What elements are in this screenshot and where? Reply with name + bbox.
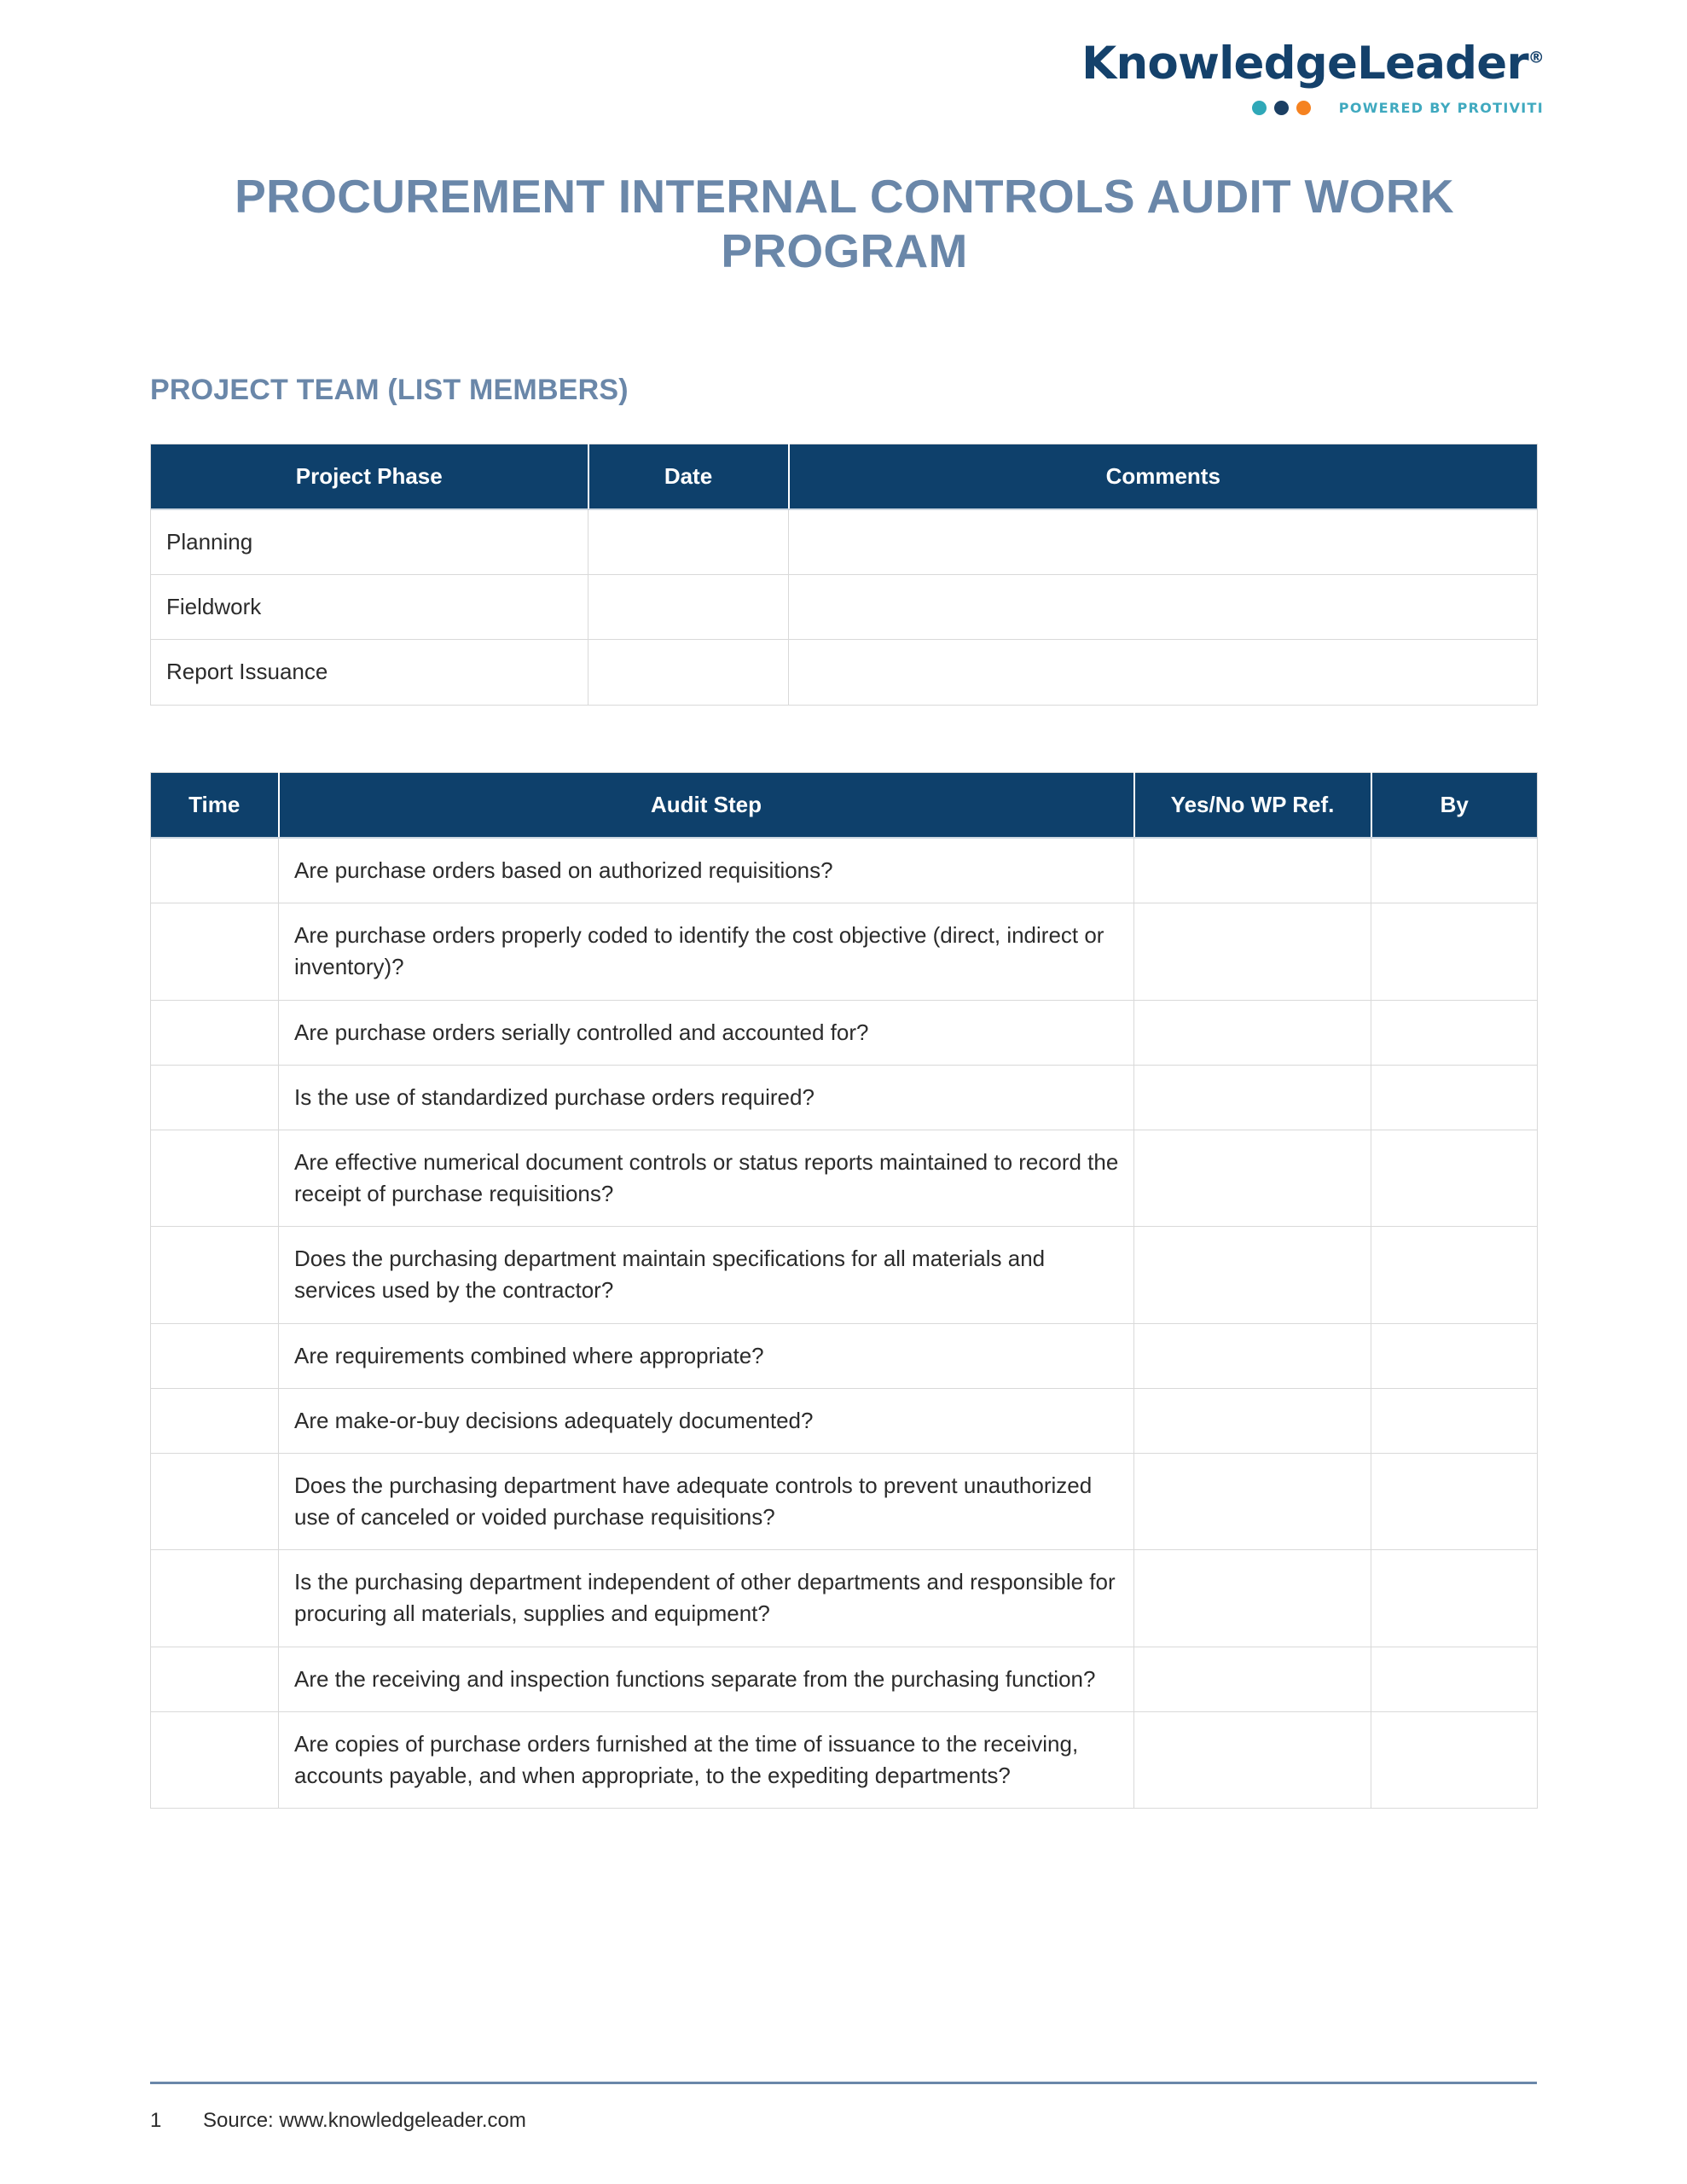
table-row (151, 575, 1538, 640)
column-header-yesno-wp-ref: Yes/No WP Ref. (1134, 773, 1371, 839)
table-row (151, 1227, 1538, 1323)
logo-dot-teal-icon (1252, 101, 1267, 115)
table-row (151, 838, 1538, 903)
audit-step-table (150, 772, 1538, 1809)
column-header-date: Date (588, 444, 789, 510)
time-input-cell[interactable] (151, 1227, 279, 1323)
audit-step-cell: Are copies of purchase orders furnished at the time of issuance to the receiving, accounts payable, and when appropriate, to the expediting departments? (279, 1711, 1134, 1808)
comments-input-cell[interactable] (789, 509, 1538, 575)
wp-ref-input-cell[interactable] (1134, 1000, 1371, 1065)
by-input-cell[interactable] (1371, 1065, 1538, 1130)
time-input-cell[interactable] (151, 1453, 279, 1549)
logo-wordmark (1081, 38, 1544, 90)
time-input-cell[interactable] (151, 1065, 279, 1130)
registered-trademark-icon: ® (1528, 48, 1544, 67)
by-input-cell[interactable] (1371, 1227, 1538, 1323)
project-team-table-container (150, 444, 1537, 706)
footer-divider (150, 2082, 1537, 2084)
audit-step-cell: Are purchase orders properly coded to identify the cost objective (direct, indirect or inventory)? (279, 903, 1134, 1000)
time-input-cell[interactable] (151, 1130, 279, 1226)
project-phase-cell: Planning (151, 509, 588, 575)
time-input-cell[interactable] (151, 1711, 279, 1808)
date-input-cell[interactable] (588, 640, 789, 705)
logo-tagline: POWERED BY PROTIVITI (1338, 99, 1544, 116)
table-header-row (151, 773, 1538, 839)
project-team-table-header (151, 444, 1538, 510)
audit-step-cell: Is the use of standardized purchase orders required? (279, 1065, 1134, 1130)
wp-ref-input-cell[interactable] (1134, 1453, 1371, 1549)
section-heading-project-team: PROJECT TEAM (LIST MEMBERS) (150, 374, 629, 406)
table-row (151, 1065, 1538, 1130)
project-team-table-body (151, 509, 1538, 705)
column-header-by: By (1371, 773, 1538, 839)
wp-ref-input-cell[interactable] (1134, 1550, 1371, 1647)
wp-ref-input-cell[interactable] (1134, 1065, 1371, 1130)
logo-subline (1081, 101, 1544, 115)
table-row (151, 509, 1538, 575)
time-input-cell[interactable] (151, 1388, 279, 1453)
project-phase-cell: Report Issuance (151, 640, 588, 705)
wp-ref-input-cell[interactable] (1134, 1647, 1371, 1711)
time-input-cell[interactable] (151, 838, 279, 903)
time-input-cell[interactable] (151, 1323, 279, 1388)
logo-wordmark-text: KnowledgeLeader (1081, 38, 1528, 90)
table-row (151, 1323, 1538, 1388)
by-input-cell[interactable] (1371, 1388, 1538, 1453)
by-input-cell[interactable] (1371, 1647, 1538, 1711)
by-input-cell[interactable] (1371, 1323, 1538, 1388)
date-input-cell[interactable] (588, 575, 789, 640)
by-input-cell[interactable] (1371, 1711, 1538, 1808)
audit-step-cell: Is the purchasing department independent of other departments and responsible for procuring all materials, supplies and equipment? (279, 1550, 1134, 1647)
column-header-time: Time (151, 773, 279, 839)
table-header-row (151, 444, 1538, 510)
wp-ref-input-cell[interactable] (1134, 1227, 1371, 1323)
logo-dots-icon (1252, 101, 1311, 115)
knowledgeleader-logo (1081, 38, 1544, 116)
table-row (151, 1388, 1538, 1453)
table-row (151, 1130, 1538, 1226)
wp-ref-input-cell[interactable] (1134, 1711, 1371, 1808)
wp-ref-input-cell[interactable] (1134, 838, 1371, 903)
table-row (151, 1711, 1538, 1808)
audit-step-table-container (150, 772, 1537, 1809)
comments-input-cell[interactable] (789, 640, 1538, 705)
table-row (151, 903, 1538, 1000)
table-row (151, 1550, 1538, 1647)
audit-step-cell: Are make-or-buy decisions adequately documented? (279, 1388, 1134, 1453)
table-row (151, 640, 1538, 705)
audit-step-cell: Are effective numerical document controls or status reports maintained to record the receipt of purchase requisitions? (279, 1130, 1134, 1226)
audit-step-cell: Are the receiving and inspection functions separate from the purchasing function? (279, 1647, 1134, 1711)
column-header-project-phase: Project Phase (151, 444, 588, 510)
by-input-cell[interactable] (1371, 1550, 1538, 1647)
audit-step-cell: Does the purchasing department have adequate controls to prevent unauthorized use of canceled or voided purchase requisitions? (279, 1453, 1134, 1549)
date-input-cell[interactable] (588, 509, 789, 575)
time-input-cell[interactable] (151, 1647, 279, 1711)
time-input-cell[interactable] (151, 1550, 279, 1647)
project-phase-cell: Fieldwork (151, 575, 588, 640)
comments-input-cell[interactable] (789, 575, 1538, 640)
by-input-cell[interactable] (1371, 838, 1538, 903)
project-team-table (150, 444, 1538, 706)
logo-dot-orange-icon (1296, 101, 1311, 115)
wp-ref-input-cell[interactable] (1134, 1130, 1371, 1226)
table-row (151, 1000, 1538, 1065)
page-number: 1 (150, 2109, 162, 2132)
wp-ref-input-cell[interactable] (1134, 903, 1371, 1000)
table-row (151, 1647, 1538, 1711)
logo-dot-navy-icon (1274, 101, 1289, 115)
audit-step-cell: Does the purchasing department maintain specifications for all materials and services used by the contractor? (279, 1227, 1134, 1323)
footer (150, 2109, 1537, 2133)
audit-step-cell: Are purchase orders serially controlled and accounted for? (279, 1000, 1134, 1065)
audit-step-table-header (151, 773, 1538, 839)
wp-ref-input-cell[interactable] (1134, 1323, 1371, 1388)
by-input-cell[interactable] (1371, 1000, 1538, 1065)
page-title: PROCUREMENT INTERNAL CONTROLS AUDIT WORK PROGRAM (235, 170, 1454, 278)
time-input-cell[interactable] (151, 1000, 279, 1065)
column-header-audit-step: Audit Step (279, 773, 1134, 839)
audit-step-cell: Are purchase orders based on authorized requisitions? (279, 838, 1134, 903)
table-row (151, 1453, 1538, 1549)
audit-step-table-body (151, 838, 1538, 1809)
wp-ref-input-cell[interactable] (1134, 1388, 1371, 1453)
by-input-cell[interactable] (1371, 1130, 1538, 1226)
audit-step-cell: Are requirements combined where appropriate? (279, 1323, 1134, 1388)
column-header-comments: Comments (789, 444, 1538, 510)
footer-source-text: Source: www.knowledgeleader.com (203, 2109, 526, 2132)
by-input-cell[interactable] (1371, 903, 1538, 1000)
by-input-cell[interactable] (1371, 1453, 1538, 1549)
time-input-cell[interactable] (151, 903, 279, 1000)
